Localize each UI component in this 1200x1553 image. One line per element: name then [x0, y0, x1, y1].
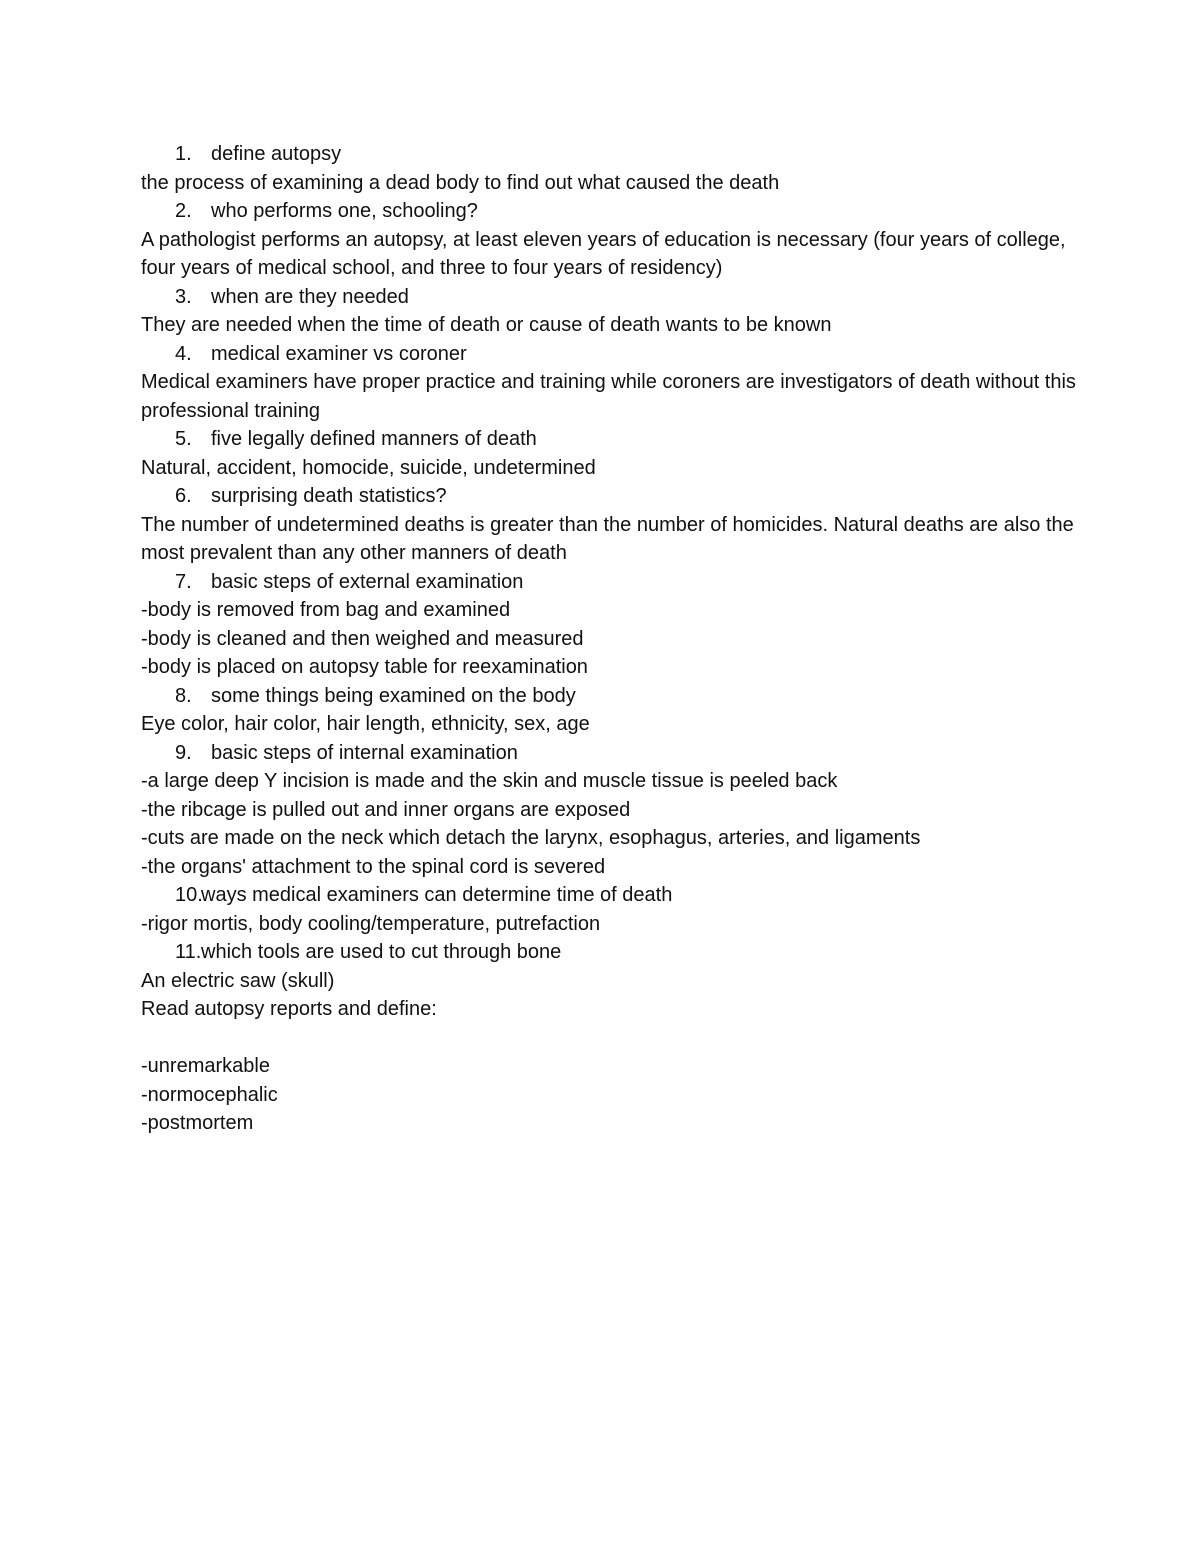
qa-item-2 — [141, 197, 1081, 283]
question-number: 1. — [175, 143, 192, 165]
answer-line: -cuts are made on the neck which detach the larynx, esophagus, arteries, and ligaments — [141, 827, 921, 849]
question-7 — [141, 568, 1081, 597]
answer-line: -rigor mortis, body cooling/temperature, putrefaction — [141, 912, 601, 935]
qa-item-5 — [141, 425, 1081, 482]
question-number: 10. — [175, 884, 203, 906]
question-text: when are they needed — [211, 285, 409, 308]
question-3 — [141, 283, 1081, 312]
document-page — [141, 140, 1081, 1138]
term-item: -normocephalic — [141, 1083, 278, 1106]
question-number: 7. — [175, 570, 192, 593]
blank-line — [141, 1024, 1081, 1053]
question-8 — [141, 682, 1081, 711]
term-item: -postmortem — [141, 1112, 254, 1134]
question-text: who performs one, schooling? — [211, 200, 478, 222]
question-text: five legally defined manners of death — [211, 428, 537, 450]
term-item: -unremarkable — [141, 1055, 270, 1077]
question-number: 6. — [175, 485, 192, 507]
qa-item-11 — [141, 938, 1081, 995]
reports-heading: Read autopsy reports and define: — [141, 998, 437, 1020]
question-1 — [141, 140, 1081, 169]
question-number: 3. — [175, 285, 192, 308]
qa-item-7 — [141, 568, 1081, 682]
answer-line: They are needed when the time of death or cause of death wants to be known — [141, 314, 832, 336]
qa-item-1 — [141, 140, 1081, 197]
qa-item-8 — [141, 682, 1081, 739]
question-number: 11. — [175, 941, 202, 963]
question-10 — [141, 881, 1081, 910]
question-text: surprising death statistics? — [211, 485, 447, 507]
answer-line: -body is cleaned and then weighed and measured — [141, 627, 584, 650]
question-text: ways medical examiners can determine time of death — [201, 884, 673, 906]
reports-section — [141, 995, 1081, 1138]
question-text: medical examiner vs coroner — [211, 342, 467, 365]
question-number: 5. — [175, 428, 192, 450]
qa-item-4 — [141, 340, 1081, 426]
question-4 — [141, 340, 1081, 369]
qa-item-6 — [141, 482, 1081, 568]
question-6 — [141, 482, 1081, 511]
answer-line: Eye color, hair color, hair length, ethnicity, sex, age — [141, 713, 590, 735]
question-9 — [141, 739, 1081, 768]
question-text: which tools are used to cut through bone — [201, 941, 562, 963]
question-number: 8. — [175, 684, 192, 707]
answer-line: The number of undetermined deaths is greater than the number of homicides. Natural deaths are also the most prevalent than any other manners of death — [141, 513, 1074, 564]
answer-line: Natural, accident, homocide, suicide, undetermined — [141, 456, 596, 479]
question-2 — [141, 197, 1081, 226]
answer-line: Medical examiners have proper practice and training while coroners are investigators of death without this professional training — [141, 371, 1076, 422]
answer-line: -body is removed from bag and examined — [141, 599, 511, 621]
qa-item-3 — [141, 283, 1081, 340]
question-text: some things being examined on the body — [211, 684, 576, 707]
question-text: basic steps of internal examination — [211, 741, 518, 764]
answer-line: the process of examining a dead body to find out what caused the death — [141, 171, 780, 194]
question-number: 4. — [175, 342, 192, 365]
answer-line: An electric saw (skull) — [141, 969, 335, 992]
answer-line: -the organs' attachment to the spinal cord is severed — [141, 855, 606, 878]
question-number: 2. — [175, 200, 192, 222]
answer-line: A pathologist performs an autopsy, at least eleven years of education is necessary (four years of college, four years of medical school, and three to four years of residency) — [141, 228, 1066, 279]
question-11 — [141, 938, 1081, 967]
question-text: basic steps of external examination — [211, 570, 524, 593]
answer-line: -the ribcage is pulled out and inner organs are exposed — [141, 798, 631, 821]
answer-line: -a large deep Y incision is made and the skin and muscle tissue is peeled back — [141, 770, 838, 792]
qa-item-10 — [141, 881, 1081, 938]
question-5 — [141, 425, 1081, 454]
answer-line: -body is placed on autopsy table for reexamination — [141, 656, 588, 678]
question-number: 9. — [175, 741, 192, 764]
qa-item-9 — [141, 739, 1081, 882]
question-text: define autopsy — [211, 143, 342, 165]
